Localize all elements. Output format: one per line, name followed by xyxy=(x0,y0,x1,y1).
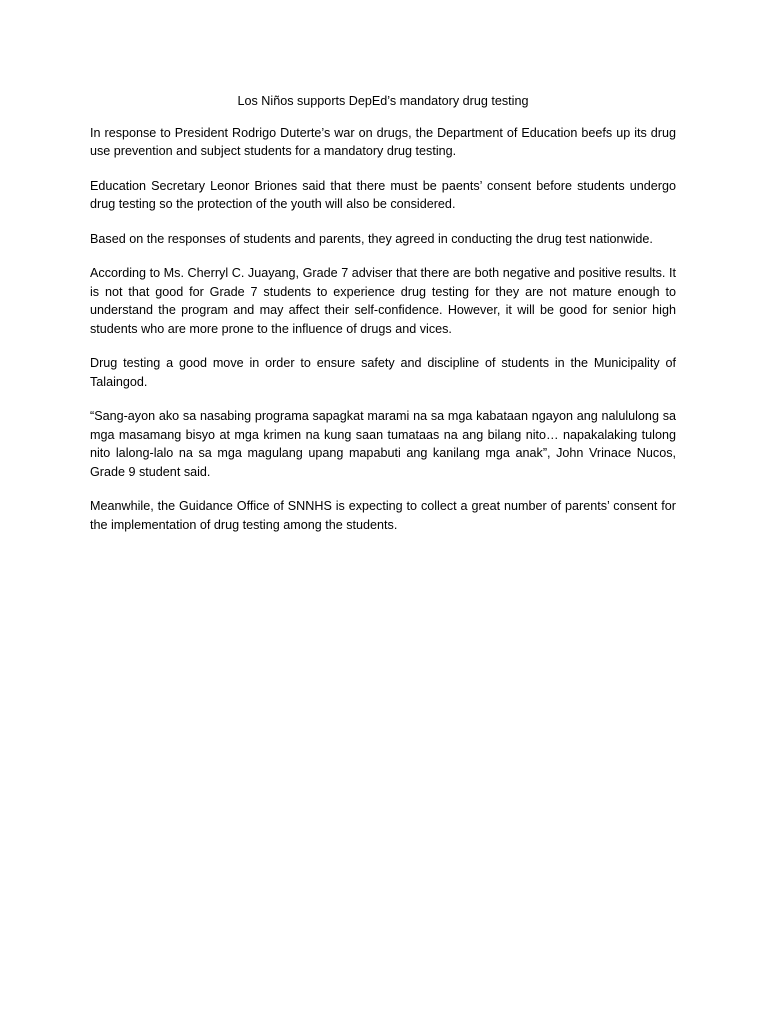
paragraph-juayang: According to Ms. Cherryl C. Juayang, Grade 7 adviser that there are both negative and positive results. It is not that good for Grade 7 students to experience drug testing for they are not mature enough to understand the program and may affect their self-confidence. However, it will be good for senior high students who are more prone to the influence of drugs and vices. xyxy=(90,266,676,336)
paragraph-quote: “Sang-ayon ako sa nasabing programa sapagkat marami na sa mga kabataan ngayon ang nalululong sa mga masamang bisyo at mga krimen na kung saan tumataas na ang bilang nito… napakalaking tulong nito lalong-lalo na sa mga magulang upang mapabuti ang kanilang mga anak”, John Vrinace Nucos, Grade 9 student said. xyxy=(90,409,676,479)
paragraph-responses: Based on the responses of students and parents, they agreed in conducting the drug test nationwide. xyxy=(90,231,653,246)
document-page xyxy=(90,92,676,550)
paragraph-briones: Education Secretary Leonor Briones said that there must be paents’ consent before students undergo drug testing so the protection of the youth will also be considered. xyxy=(90,178,676,211)
article-title: Los Niños supports DepEd’s mandatory drug testing xyxy=(237,94,529,108)
paragraph-talaingod: Drug testing a good move in order to ensure safety and discipline of students in the Municipality of Talaingod. xyxy=(90,356,676,389)
paragraph-guidance: Meanwhile, the Guidance Office of SNNHS is expecting to collect a great number of parents’ consent for the implementation of drug testing among the students. xyxy=(90,499,676,532)
paragraph-intro: In response to President Rodrigo Duterte’s war on drugs, the Department of Education beefs up its drug use prevention and subject students for a mandatory drug testing. xyxy=(90,125,676,158)
